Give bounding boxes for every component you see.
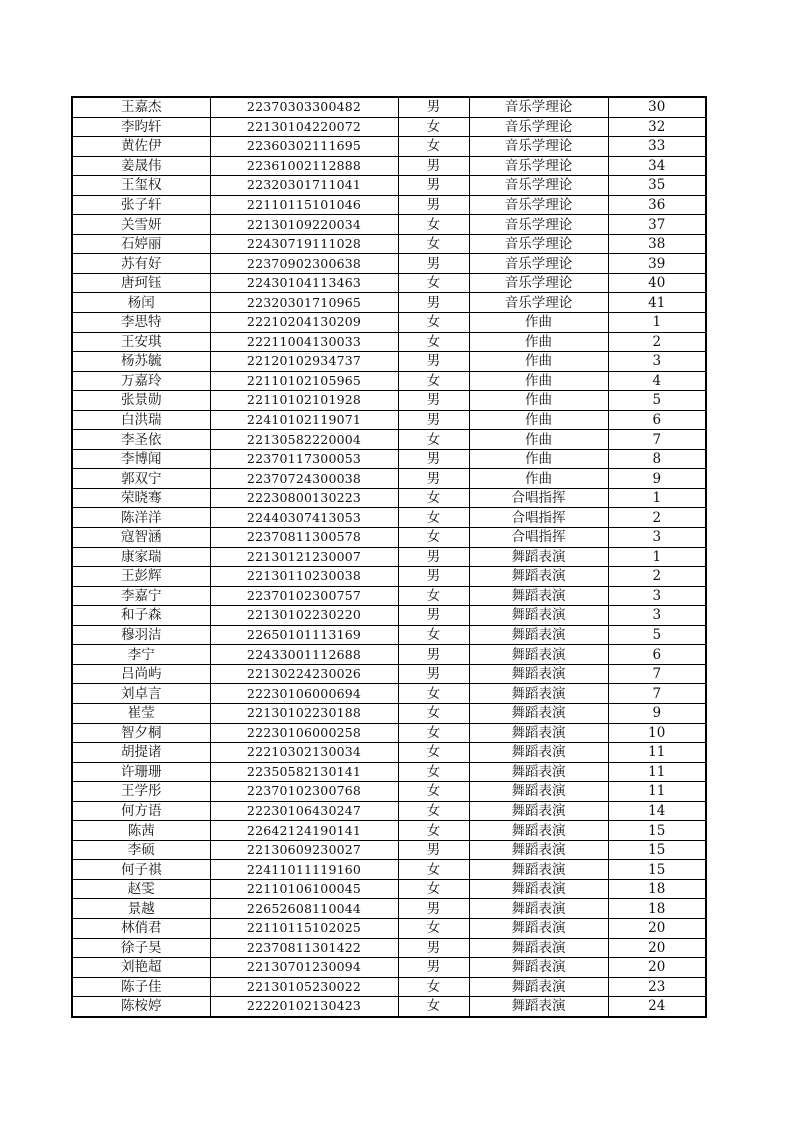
table-row: [72, 918, 706, 938]
student-name-cell: 陈洋洋: [72, 508, 210, 528]
exam-id-cell: 22130105230022: [210, 977, 398, 997]
exam-id-cell: 22320301710965: [210, 293, 398, 313]
table-row: [72, 664, 706, 684]
major-cell: 舞蹈表演: [469, 625, 608, 645]
major-cell: 舞蹈表演: [469, 703, 608, 723]
exam-id-cell: 22130102230220: [210, 606, 398, 626]
student-name-cell: 李宁: [72, 645, 210, 665]
gender-cell: 女: [398, 997, 469, 1017]
rank-cell: 23: [608, 977, 706, 997]
major-cell: 音乐学理论: [469, 234, 608, 254]
major-cell: 舞蹈表演: [469, 586, 608, 606]
table-row: [72, 117, 706, 137]
gender-cell: 女: [398, 528, 469, 548]
gender-cell: 女: [398, 684, 469, 704]
table-row: [72, 703, 706, 723]
gender-cell: 女: [398, 918, 469, 938]
rank-cell: 5: [608, 625, 706, 645]
major-cell: 舞蹈表演: [469, 782, 608, 802]
rank-cell: 18: [608, 899, 706, 919]
rank-cell: 11: [608, 743, 706, 763]
major-cell: 舞蹈表演: [469, 547, 608, 567]
gender-cell: 女: [398, 371, 469, 391]
student-name-cell: 刘卓言: [72, 684, 210, 704]
major-cell: 音乐学理论: [469, 195, 608, 215]
student-name-cell: 何子祺: [72, 860, 210, 880]
table-row: [72, 840, 706, 860]
exam-id-cell: 22230106430247: [210, 801, 398, 821]
major-cell: 舞蹈表演: [469, 840, 608, 860]
exam-id-cell: 22210302130034: [210, 743, 398, 763]
rank-cell: 33: [608, 137, 706, 157]
exam-id-cell: 22433001112688: [210, 645, 398, 665]
rank-cell: 18: [608, 879, 706, 899]
rank-cell: 6: [608, 410, 706, 430]
student-name-cell: 徐子昊: [72, 938, 210, 958]
table-row: [72, 449, 706, 469]
exam-id-cell: 22130121230007: [210, 547, 398, 567]
rank-cell: 11: [608, 782, 706, 802]
table-row: [72, 547, 706, 567]
student-name-cell: 王彭辉: [72, 567, 210, 587]
major-cell: 舞蹈表演: [469, 918, 608, 938]
gender-cell: 女: [398, 782, 469, 802]
gender-cell: 女: [398, 488, 469, 508]
table-row: [72, 958, 706, 978]
table-row: [72, 645, 706, 665]
rank-cell: 35: [608, 176, 706, 196]
gender-cell: 男: [398, 547, 469, 567]
table-row: [72, 469, 706, 489]
student-name-cell: 林俏君: [72, 918, 210, 938]
exam-id-cell: 22110102105965: [210, 371, 398, 391]
student-name-cell: 穆羽洁: [72, 625, 210, 645]
roster-body: [72, 97, 706, 1017]
major-cell: 音乐学理论: [469, 97, 608, 117]
student-name-cell: 张景勋: [72, 391, 210, 411]
student-name-cell: 许珊珊: [72, 762, 210, 782]
major-cell: 舞蹈表演: [469, 938, 608, 958]
major-cell: 舞蹈表演: [469, 801, 608, 821]
student-name-cell: 姜晟伟: [72, 156, 210, 176]
gender-cell: 男: [398, 391, 469, 411]
exam-id-cell: 22411011119160: [210, 860, 398, 880]
table-row: [72, 488, 706, 508]
major-cell: 舞蹈表演: [469, 645, 608, 665]
table-row: [72, 410, 706, 430]
student-name-cell: 王玺权: [72, 176, 210, 196]
student-name-cell: 荣晓骞: [72, 488, 210, 508]
rank-cell: 7: [608, 430, 706, 450]
major-cell: 作曲: [469, 313, 608, 333]
gender-cell: 女: [398, 313, 469, 333]
table-row: [72, 332, 706, 352]
student-name-cell: 胡提诸: [72, 743, 210, 763]
table-row: [72, 860, 706, 880]
student-name-cell: 赵雯: [72, 879, 210, 899]
rank-cell: 39: [608, 254, 706, 274]
rank-cell: 20: [608, 938, 706, 958]
gender-cell: 女: [398, 508, 469, 528]
major-cell: 舞蹈表演: [469, 743, 608, 763]
student-name-cell: 张子轩: [72, 195, 210, 215]
student-name-cell: 苏有好: [72, 254, 210, 274]
rank-cell: 7: [608, 684, 706, 704]
rank-cell: 10: [608, 723, 706, 743]
exam-id-cell: 22370117300053: [210, 449, 398, 469]
major-cell: 舞蹈表演: [469, 723, 608, 743]
exam-id-cell: 22430104113463: [210, 273, 398, 293]
table-row: [72, 137, 706, 157]
rank-cell: 37: [608, 215, 706, 235]
exam-id-cell: 22370724300038: [210, 469, 398, 489]
gender-cell: 男: [398, 567, 469, 587]
major-cell: 合唱指挥: [469, 508, 608, 528]
table-row: [72, 176, 706, 196]
rank-cell: 2: [608, 332, 706, 352]
table-row: [72, 528, 706, 548]
exam-id-cell: 22430719111028: [210, 234, 398, 254]
major-cell: 音乐学理论: [469, 156, 608, 176]
major-cell: 舞蹈表演: [469, 664, 608, 684]
rank-cell: 9: [608, 469, 706, 489]
student-name-cell: 陈子佳: [72, 977, 210, 997]
exam-id-cell: 22410102119071: [210, 410, 398, 430]
rank-cell: 40: [608, 273, 706, 293]
rank-cell: 34: [608, 156, 706, 176]
student-name-cell: 李硕: [72, 840, 210, 860]
gender-cell: 女: [398, 117, 469, 137]
student-name-cell: 郭双宁: [72, 469, 210, 489]
table-row: [72, 234, 706, 254]
table-row: [72, 156, 706, 176]
major-cell: 合唱指挥: [469, 488, 608, 508]
table-row: [72, 508, 706, 528]
major-cell: 音乐学理论: [469, 254, 608, 274]
student-name-cell: 杨闰: [72, 293, 210, 313]
major-cell: 舞蹈表演: [469, 879, 608, 899]
gender-cell: 女: [398, 137, 469, 157]
rank-cell: 24: [608, 997, 706, 1017]
rank-cell: 7: [608, 664, 706, 684]
rank-cell: 3: [608, 352, 706, 372]
student-name-cell: 李思特: [72, 313, 210, 333]
gender-cell: 女: [398, 762, 469, 782]
rank-cell: 5: [608, 391, 706, 411]
exam-id-cell: 22230106000258: [210, 723, 398, 743]
table-row: [72, 352, 706, 372]
table-row: [72, 391, 706, 411]
major-cell: 舞蹈表演: [469, 899, 608, 919]
rank-cell: 1: [608, 313, 706, 333]
major-cell: 合唱指挥: [469, 528, 608, 548]
table-row: [72, 215, 706, 235]
exam-id-cell: 22130109220034: [210, 215, 398, 235]
exam-id-cell: 22120102934737: [210, 352, 398, 372]
rank-cell: 11: [608, 762, 706, 782]
exam-id-cell: 22110115102025: [210, 918, 398, 938]
student-roster-table: [71, 96, 707, 1018]
table-row: [72, 606, 706, 626]
rank-cell: 1: [608, 488, 706, 508]
table-row: [72, 899, 706, 919]
major-cell: 作曲: [469, 332, 608, 352]
exam-id-cell: 22370102300757: [210, 586, 398, 606]
gender-cell: 男: [398, 293, 469, 313]
exam-id-cell: 22110115101046: [210, 195, 398, 215]
rank-cell: 30: [608, 97, 706, 117]
rank-cell: 8: [608, 449, 706, 469]
gender-cell: 女: [398, 273, 469, 293]
gender-cell: 男: [398, 156, 469, 176]
gender-cell: 女: [398, 332, 469, 352]
gender-cell: 男: [398, 97, 469, 117]
exam-id-cell: 22230800130223: [210, 488, 398, 508]
major-cell: 作曲: [469, 449, 608, 469]
exam-id-cell: 22130582220004: [210, 430, 398, 450]
major-cell: 作曲: [469, 410, 608, 430]
exam-id-cell: 22370303300482: [210, 97, 398, 117]
rank-cell: 3: [608, 606, 706, 626]
table-row: [72, 273, 706, 293]
student-name-cell: 王安琪: [72, 332, 210, 352]
table-row: [72, 743, 706, 763]
gender-cell: 男: [398, 938, 469, 958]
gender-cell: 女: [398, 723, 469, 743]
major-cell: 音乐学理论: [469, 137, 608, 157]
student-name-cell: 李昀轩: [72, 117, 210, 137]
exam-id-cell: 22130224230026: [210, 664, 398, 684]
student-name-cell: 康家瑞: [72, 547, 210, 567]
table-row: [72, 430, 706, 450]
student-name-cell: 杨苏毓: [72, 352, 210, 372]
major-cell: 舞蹈表演: [469, 958, 608, 978]
gender-cell: 男: [398, 664, 469, 684]
gender-cell: 男: [398, 840, 469, 860]
exam-id-cell: 22220102130423: [210, 997, 398, 1017]
gender-cell: 男: [398, 645, 469, 665]
major-cell: 音乐学理论: [469, 215, 608, 235]
student-name-cell: 吕尚屿: [72, 664, 210, 684]
table-row: [72, 195, 706, 215]
table-row: [72, 723, 706, 743]
gender-cell: 女: [398, 821, 469, 841]
exam-id-cell: 22361002112888: [210, 156, 398, 176]
student-name-cell: 唐珂钰: [72, 273, 210, 293]
gender-cell: 女: [398, 215, 469, 235]
exam-id-cell: 22130102230188: [210, 703, 398, 723]
gender-cell: 男: [398, 958, 469, 978]
exam-id-cell: 22230106000694: [210, 684, 398, 704]
rank-cell: 36: [608, 195, 706, 215]
major-cell: 舞蹈表演: [469, 684, 608, 704]
exam-id-cell: 22130609230027: [210, 840, 398, 860]
student-name-cell: 崔莹: [72, 703, 210, 723]
student-name-cell: 关雪妍: [72, 215, 210, 235]
major-cell: 作曲: [469, 430, 608, 450]
student-name-cell: 何方语: [72, 801, 210, 821]
table-row: [72, 938, 706, 958]
major-cell: 作曲: [469, 371, 608, 391]
major-cell: 音乐学理论: [469, 117, 608, 137]
table-row: [72, 782, 706, 802]
rank-cell: 20: [608, 918, 706, 938]
table-row: [72, 567, 706, 587]
exam-id-cell: 22320301711041: [210, 176, 398, 196]
table-row: [72, 997, 706, 1017]
rank-cell: 4: [608, 371, 706, 391]
gender-cell: 男: [398, 469, 469, 489]
student-name-cell: 李博闻: [72, 449, 210, 469]
major-cell: 音乐学理论: [469, 293, 608, 313]
rank-cell: 41: [608, 293, 706, 313]
rank-cell: 2: [608, 508, 706, 528]
exam-id-cell: 22350582130141: [210, 762, 398, 782]
rank-cell: 15: [608, 860, 706, 880]
gender-cell: 女: [398, 625, 469, 645]
exam-id-cell: 22360302111695: [210, 137, 398, 157]
student-name-cell: 万嘉玲: [72, 371, 210, 391]
table-row: [72, 821, 706, 841]
exam-id-cell: 22130104220072: [210, 117, 398, 137]
rank-cell: 2: [608, 567, 706, 587]
student-name-cell: 李嘉宁: [72, 586, 210, 606]
student-name-cell: 石婷丽: [72, 234, 210, 254]
major-cell: 舞蹈表演: [469, 860, 608, 880]
major-cell: 音乐学理论: [469, 273, 608, 293]
exam-id-cell: 22110106100045: [210, 879, 398, 899]
major-cell: 舞蹈表演: [469, 977, 608, 997]
major-cell: 舞蹈表演: [469, 606, 608, 626]
table-row: [72, 97, 706, 117]
table-row: [72, 586, 706, 606]
student-name-cell: 黄佐伊: [72, 137, 210, 157]
major-cell: 作曲: [469, 469, 608, 489]
table-row: [72, 293, 706, 313]
gender-cell: 女: [398, 879, 469, 899]
rank-cell: 14: [608, 801, 706, 821]
gender-cell: 男: [398, 449, 469, 469]
major-cell: 舞蹈表演: [469, 567, 608, 587]
table-row: [72, 801, 706, 821]
gender-cell: 女: [398, 703, 469, 723]
student-name-cell: 陈桉婷: [72, 997, 210, 1017]
gender-cell: 女: [398, 234, 469, 254]
gender-cell: 女: [398, 860, 469, 880]
major-cell: 音乐学理论: [469, 176, 608, 196]
gender-cell: 男: [398, 899, 469, 919]
exam-id-cell: 22211004130033: [210, 332, 398, 352]
student-name-cell: 寇智涵: [72, 528, 210, 548]
major-cell: 舞蹈表演: [469, 821, 608, 841]
student-name-cell: 王学彤: [72, 782, 210, 802]
table-row: [72, 254, 706, 274]
rank-cell: 38: [608, 234, 706, 254]
exam-id-cell: 22370811301422: [210, 938, 398, 958]
exam-id-cell: 22650101113169: [210, 625, 398, 645]
major-cell: 舞蹈表演: [469, 762, 608, 782]
student-name-cell: 王嘉杰: [72, 97, 210, 117]
student-name-cell: 陈茜: [72, 821, 210, 841]
exam-id-cell: 22370902300638: [210, 254, 398, 274]
major-cell: 作曲: [469, 391, 608, 411]
major-cell: 作曲: [469, 352, 608, 372]
table-row: [72, 313, 706, 333]
student-name-cell: 和子森: [72, 606, 210, 626]
rank-cell: 6: [608, 645, 706, 665]
rank-cell: 3: [608, 528, 706, 548]
rank-cell: 20: [608, 958, 706, 978]
gender-cell: 女: [398, 586, 469, 606]
gender-cell: 女: [398, 743, 469, 763]
gender-cell: 女: [398, 430, 469, 450]
exam-id-cell: 22370811300578: [210, 528, 398, 548]
rank-cell: 32: [608, 117, 706, 137]
gender-cell: 男: [398, 176, 469, 196]
table-row: [72, 371, 706, 391]
table-row: [72, 977, 706, 997]
student-name-cell: 智夕桐: [72, 723, 210, 743]
exam-id-cell: 22440307413053: [210, 508, 398, 528]
exam-id-cell: 22130110230038: [210, 567, 398, 587]
rank-cell: 15: [608, 840, 706, 860]
student-name-cell: 景越: [72, 899, 210, 919]
table-row: [72, 762, 706, 782]
gender-cell: 女: [398, 977, 469, 997]
rank-cell: 15: [608, 821, 706, 841]
gender-cell: 男: [398, 254, 469, 274]
student-name-cell: 李圣依: [72, 430, 210, 450]
exam-id-cell: 22370102300768: [210, 782, 398, 802]
exam-id-cell: 22210204130209: [210, 313, 398, 333]
rank-cell: 1: [608, 547, 706, 567]
rank-cell: 3: [608, 586, 706, 606]
exam-id-cell: 22652608110044: [210, 899, 398, 919]
gender-cell: 男: [398, 606, 469, 626]
student-name-cell: 刘艳超: [72, 958, 210, 978]
rank-cell: 9: [608, 703, 706, 723]
gender-cell: 男: [398, 352, 469, 372]
student-name-cell: 白洪瑞: [72, 410, 210, 430]
table-row: [72, 684, 706, 704]
exam-id-cell: 22110102101928: [210, 391, 398, 411]
gender-cell: 女: [398, 801, 469, 821]
table-row: [72, 879, 706, 899]
gender-cell: 男: [398, 195, 469, 215]
table-row: [72, 625, 706, 645]
gender-cell: 男: [398, 410, 469, 430]
exam-id-cell: 22642124190141: [210, 821, 398, 841]
major-cell: 舞蹈表演: [469, 997, 608, 1017]
exam-id-cell: 22130701230094: [210, 958, 398, 978]
